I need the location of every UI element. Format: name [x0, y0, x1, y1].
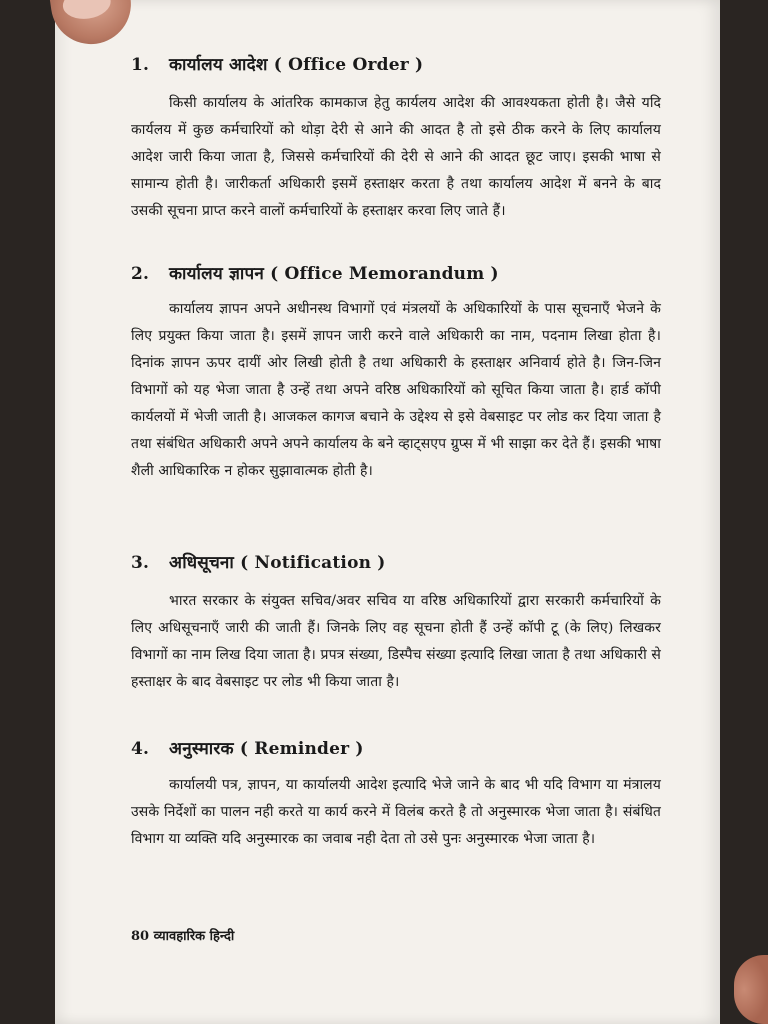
section-title: अधिसूचना ( Notification ): [169, 553, 386, 573]
section-heading-4: [131, 736, 364, 762]
section-body-3: भारत सरकार के संयुक्त सचिव/अवर सचिव या वरिष्ठ अधिकारियों द्वारा सरकारी कर्मचारियों के लिए अधिसूचनाएँ जारी की जाती हैं। जिनके लिए वह सूचना होती हैं उन्हें कॉपी टू (के लिए) लिखकर विभागों का नाम लिख दिया जाता है। प्रपत्र संख्या, डिस्पैच संख्या इत्यादि लिखा जाता है तथा अधिकारी से हस्ताक्षर के बाद वेबसाइट पर लोड भी किया जाता है।: [131, 593, 661, 690]
section-heading-2: [131, 261, 499, 287]
section-body-4: कार्यालयी पत्र, ज्ञापन, या कार्यालयी आदेश इत्यादि भेजे जाने के बाद भी यदि विभाग या मंत्रालय उसके निर्देशों का पालन नही करते या कार्य करने में विलंब करते है तो अनुस्मारक भेजा जाता है। संबंधित विभाग या व्यक्ति यदि अनुस्मारक का जवाब नही देता तो उसे पुनः अनुस्मारक भेजा जाता है।: [131, 777, 661, 847]
thumb-bottom-right: [734, 955, 768, 1024]
section-number: 4.: [131, 739, 150, 759]
section-body-1: किसी कार्यालय के आंतरिक कामकाज हेतु कार्यलय आदेश की आवश्यकता होती है। जैसे यदि कार्यलय में कुछ कर्मचारियों को थोड़ा देरी से आने की आदत है तो इसे ठीक करने के लिए कार्यालय आदेश जारी किया जाता है, जिससे कर्मचारियों की देरी से आने की आदत छूट जाए। इसकी भाषा से सामान्य होती है। जारीकर्ता अधिकारी इसमें हस्ताक्षर करता है तथा कार्यालय आदेश में बनने के बाद उसकी सूचना प्राप्त करने वालों कर्मचारियों के हस्ताक्षर करवा लिए जाते हैं।: [131, 95, 661, 219]
section-heading-1: [131, 52, 423, 78]
section-title: अनुस्मारक ( Reminder ): [169, 739, 364, 759]
section-number: 2.: [131, 264, 150, 284]
section-number: 3.: [131, 553, 150, 573]
section-title: कार्यालय ज्ञापन ( Office Memorandum ): [169, 264, 499, 284]
section-heading-3: [131, 550, 386, 576]
section-body-2: कार्यालय ज्ञापन अपने अधीनस्थ विभागों एवं मंत्रलयों के अधिकारियों के पास सूचनाएँ भेजने के लिए प्रयुक्त किया जाता है। इसमें ज्ञापन जारी करने वाले अधिकारी का नाम, पदनाम लिखा होता है। दिनांक ज्ञापन ऊपर दायीं ओर लिखी होती है तथा अधिकारी के हस्ताक्षर अनिवार्य होते है। जिन-जिन विभागों को यह भेजा जाता है उन्हें तथा अपने वरिष्ठ अधिकारियों को सूचित किया जाता है। हार्ड कॉपी कार्यलयों में भेजी जाती है। आजकल कागज बचाने के उद्देश्य से इसे वेबसाइट पर लोड कर दिया जाता है तथा संबंधित अधिकारी अपने अपने कार्यालय के बने व्हाट्सएप ग्रुप्स में भी साझा कर देते हैं। इसकी भाषा शैली आधिकारिक न होकर सुझावात्मक होती है।: [131, 301, 661, 479]
page-footer: 80 व्यावहारिक हिन्दी: [131, 929, 235, 944]
section-number: 1.: [131, 55, 150, 75]
section-title: कार्यालय आदेश ( Office Order ): [169, 55, 424, 75]
